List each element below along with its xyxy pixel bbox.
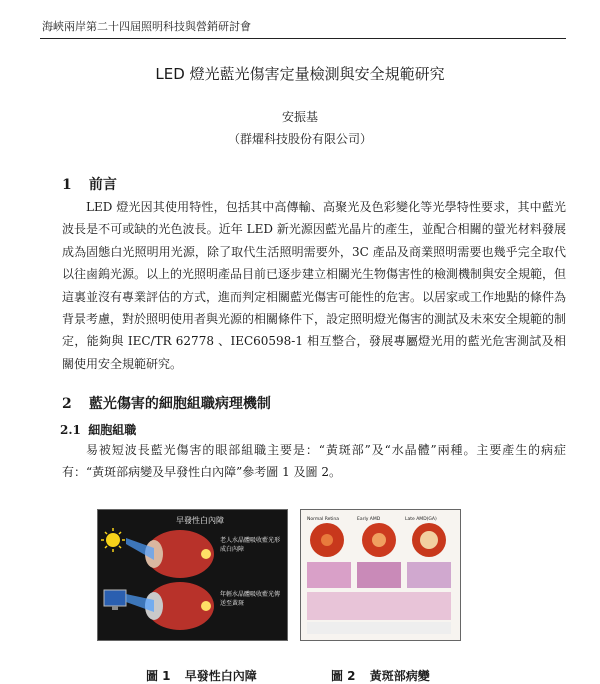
paper-title: LED 燈光藍光傷害定量檢測與安全規範研究 [155,65,445,83]
amd-illustration [301,510,460,640]
subsection-2-1-heading [60,421,136,438]
caption-number: 圖 1 [146,669,171,683]
figure-2-col-label: Normal Retina [307,517,340,522]
section-1-body: LED 燈光因其使用特性，包括其中高傳輸、高聚光及色彩變化等光學特性要求，其中藍光波長是不可或缺的光色波長。近年 LED 新光源因藍光晶片的產生，並配合相關的螢光材料發展成為固態白光照明用光源，除了取代生活照明需要外，3C 產品及商業照明需要也幾乎完全取代以往鹵鎢光源。以上的光照明產品目前已逐步建立相關光生物傷害性的檢測機制與安全規範，但這裏並沒有專業評估的方式，進而判定相關藍光傷害可能性的危害。以居家或工作地點的條件為背景考慮，對於照明使用者與光源的相關條件下，設定照明燈光傷害的測試及未來安全規範的制定，能夠與 IEC/TR 62778 、IEC60598-1 相互整合，發展專屬燈光用的藍光危害測試及相關使用安全規範研究。 [62,200,567,371]
retina-normal-icon [310,523,344,557]
tissue-section-icon [307,562,451,634]
section-1-heading [62,174,117,194]
cataract-illustration [98,510,287,640]
figure-1-label-old: 老人水晶體吸收藍光形成白內障 [220,537,281,553]
caption-text: 黃斑部病變 [369,669,430,683]
subsection-title: 細胞組職 [88,423,137,437]
figure-1-label-young: 年輕水晶體吸收藍光傳送至黃斑 [220,591,281,607]
retina-early-amd-icon [362,523,396,557]
figure-2-image [300,509,461,641]
section-title: 前言 [88,177,117,193]
header-rule [40,38,566,39]
section-2-heading [62,393,271,413]
caption-text: 早發性白內障 [184,669,257,683]
author-affiliation: （群燿科技股份有限公司） [227,132,372,146]
retina-late-amd-icon [412,523,446,557]
figure-1-title: 早發性白內障 [176,516,224,525]
figure-1-caption [146,667,257,684]
subsection-number: 2.1 [60,423,81,437]
section-number: 2 [62,396,72,412]
caption-number: 圖 2 [331,669,356,683]
figure-1-image [97,509,288,641]
figure-2-col-label: Late AMD(GA) [405,517,437,522]
running-header: 海峽兩岸第二十四屆照明科技與營銷研討會 [42,20,251,33]
figure-2-col-label: Early AMD [357,517,381,522]
subsection-2-1-body: 易被短波長藍光傷害的眼部組職主要是：“黃斑部”及“水晶體”兩種。主要產生的病症有：“黃斑部病變及早發性白內障”參考圖 1 及圖 2。 [62,443,566,480]
author-name: 安振基 [281,110,318,124]
section-title: 藍光傷害的細胞組職病理機制 [88,396,271,412]
section-number: 1 [62,177,72,193]
figure-2-caption [331,667,430,684]
